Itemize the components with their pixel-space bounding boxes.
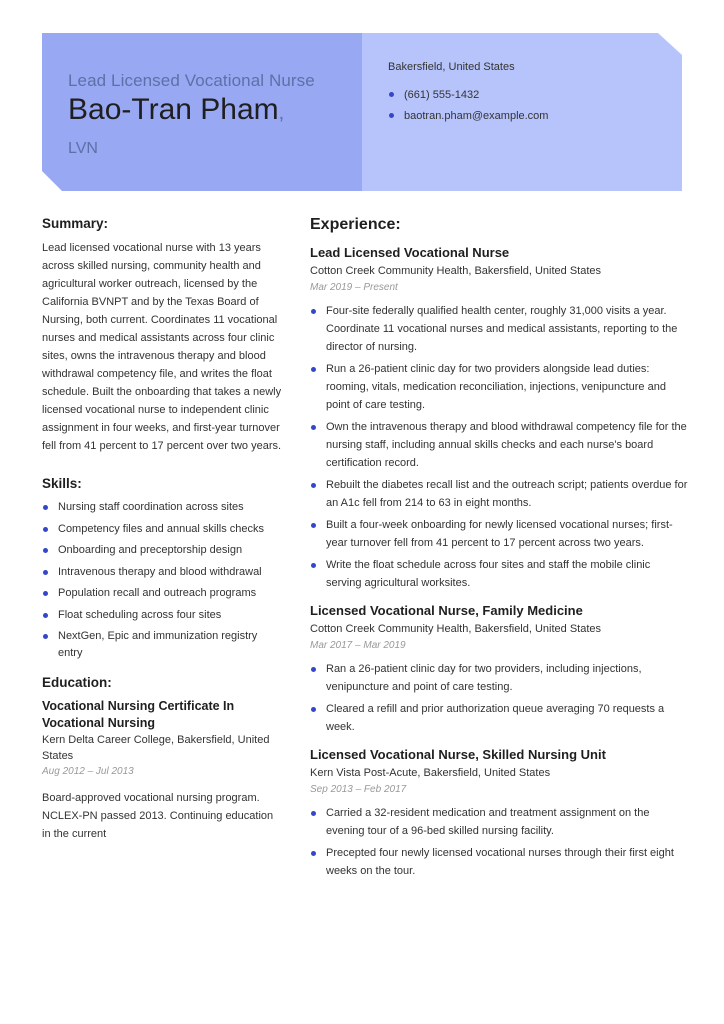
contact-email: baotran.pham@example.com bbox=[388, 109, 548, 130]
job-bullet: Carried a 32-resident medication and treatment assignment on the evening tour of a 96-bed skilled nursing facility. bbox=[310, 804, 688, 840]
skill-item: NextGen, Epic and immunization registry entry bbox=[42, 628, 282, 661]
experience-heading: Experience: bbox=[310, 216, 401, 233]
job-bullet: Run a 26-patient clinic day for two providers alongside lead duties: rooming, vitals, medication reconciliation, injections, venipuncture and point of care testing. bbox=[310, 360, 688, 414]
skill-item: Competency files and annual skills checks bbox=[42, 521, 282, 538]
candidate-name bbox=[68, 93, 284, 127]
name-comma: , bbox=[278, 102, 285, 124]
education-school: Kern Delta Career College, Bakersfield, United States bbox=[42, 734, 270, 762]
contact-phone: (661) 555-1432 bbox=[388, 88, 548, 109]
summary-text: Lead licensed vocational nurse with 13 years across skilled nursing, community health and agricultural worker outreach, licensed by the California BVNPT and by the Texas Board of Nursing, both current. Coordinates 11 vocational nurses and medical assistants across four clinic sites, owns the intravenous therapy and blood withdrawal competency file, and writes the float schedule. Built the onboarding that takes a newly licensed vocational nurse to independent clinic assignment in four weeks, and first-year turnover fell from 41 percent to 17 percent over two years. bbox=[42, 242, 282, 452]
job-organization: Cotton Creek Community Health, Bakersfield, United States bbox=[310, 623, 602, 635]
job-bullets bbox=[310, 804, 688, 880]
candidate-credential: LVN bbox=[68, 140, 98, 157]
job-role: Lead Licensed Vocational Nurse bbox=[310, 245, 510, 260]
skill-item: Onboarding and preceptorship design bbox=[42, 542, 282, 559]
job-dates: Mar 2017 – Mar 2019 bbox=[310, 640, 406, 651]
skill-item: Intravenous therapy and blood withdrawal bbox=[42, 564, 282, 581]
skills-list bbox=[42, 499, 282, 661]
right-column bbox=[310, 216, 688, 890]
job-bullet: Precepted four newly licensed vocational nurses through their first eight weeks on the tour. bbox=[310, 844, 688, 880]
education-dates: Aug 2012 – Jul 2013 bbox=[42, 766, 134, 777]
job-bullet: Ran a 26-patient clinic day for two providers, including injections, venipuncture and point of care testing. bbox=[310, 660, 688, 696]
candidate-name-text: Bao-Tran Pham bbox=[68, 93, 279, 126]
job-role: Licensed Vocational Nurse, Family Medicine bbox=[310, 603, 583, 618]
header-job-title: Lead Licensed Vocational Nurse bbox=[68, 71, 315, 90]
education-heading: Education: bbox=[42, 675, 112, 690]
skill-item: Float scheduling across four sites bbox=[42, 607, 282, 624]
education-degree: Vocational Nursing Certificate In Vocational Nursing bbox=[42, 699, 235, 730]
job-organization: Cotton Creek Community Health, Bakersfield, United States bbox=[310, 265, 602, 277]
skill-item: Population recall and outreach programs bbox=[42, 585, 282, 602]
job-dates: Mar 2019 – Present bbox=[310, 282, 398, 293]
job-bullets bbox=[310, 660, 688, 736]
contact-list bbox=[388, 88, 548, 130]
left-column bbox=[42, 216, 282, 843]
job-bullet: Cleared a refill and prior authorization queue averaging 70 requests a week. bbox=[310, 700, 688, 736]
job-bullet: Built a four-week onboarding for newly licensed vocational nurses; first-year turnover fell from 41 percent to 17 percent across two years. bbox=[310, 516, 688, 552]
job-entry bbox=[310, 602, 688, 736]
job-dates: Sep 2013 – Feb 2017 bbox=[310, 784, 407, 795]
skills-heading: Skills: bbox=[42, 476, 82, 491]
job-role: Licensed Vocational Nurse, Skilled Nursing Unit bbox=[310, 747, 606, 762]
skill-item: Nursing staff coordination across sites bbox=[42, 499, 282, 516]
job-bullet: Own the intravenous therapy and blood withdrawal competency file for the nursing staff, including annual skills checks and each nurse's board certification record. bbox=[310, 418, 688, 472]
job-entry bbox=[310, 746, 688, 880]
job-bullets bbox=[310, 302, 688, 592]
job-bullet: Rebuilt the diabetes recall list and the outreach script; patients overdue for an A1c fell from 214 to 63 in eight months. bbox=[310, 476, 688, 512]
education-description: Board-approved vocational nursing program. NCLEX-PN passed 2013. Continuing education in the current bbox=[42, 792, 274, 840]
summary-heading: Summary: bbox=[42, 216, 109, 231]
job-organization: Kern Vista Post-Acute, Bakersfield, United States bbox=[310, 767, 551, 779]
job-bullet: Four-site federally qualified health center, roughly 31,000 visits a year. Coordinate 11 vocational nurses and medical assistants, reporting to the director of nursing. bbox=[310, 302, 688, 356]
job-entry bbox=[310, 244, 688, 592]
job-bullet: Write the float schedule across four sites and staff the mobile clinic serving agricultural worksites. bbox=[310, 556, 688, 592]
contact-location: Bakersfield, United States bbox=[388, 61, 515, 73]
